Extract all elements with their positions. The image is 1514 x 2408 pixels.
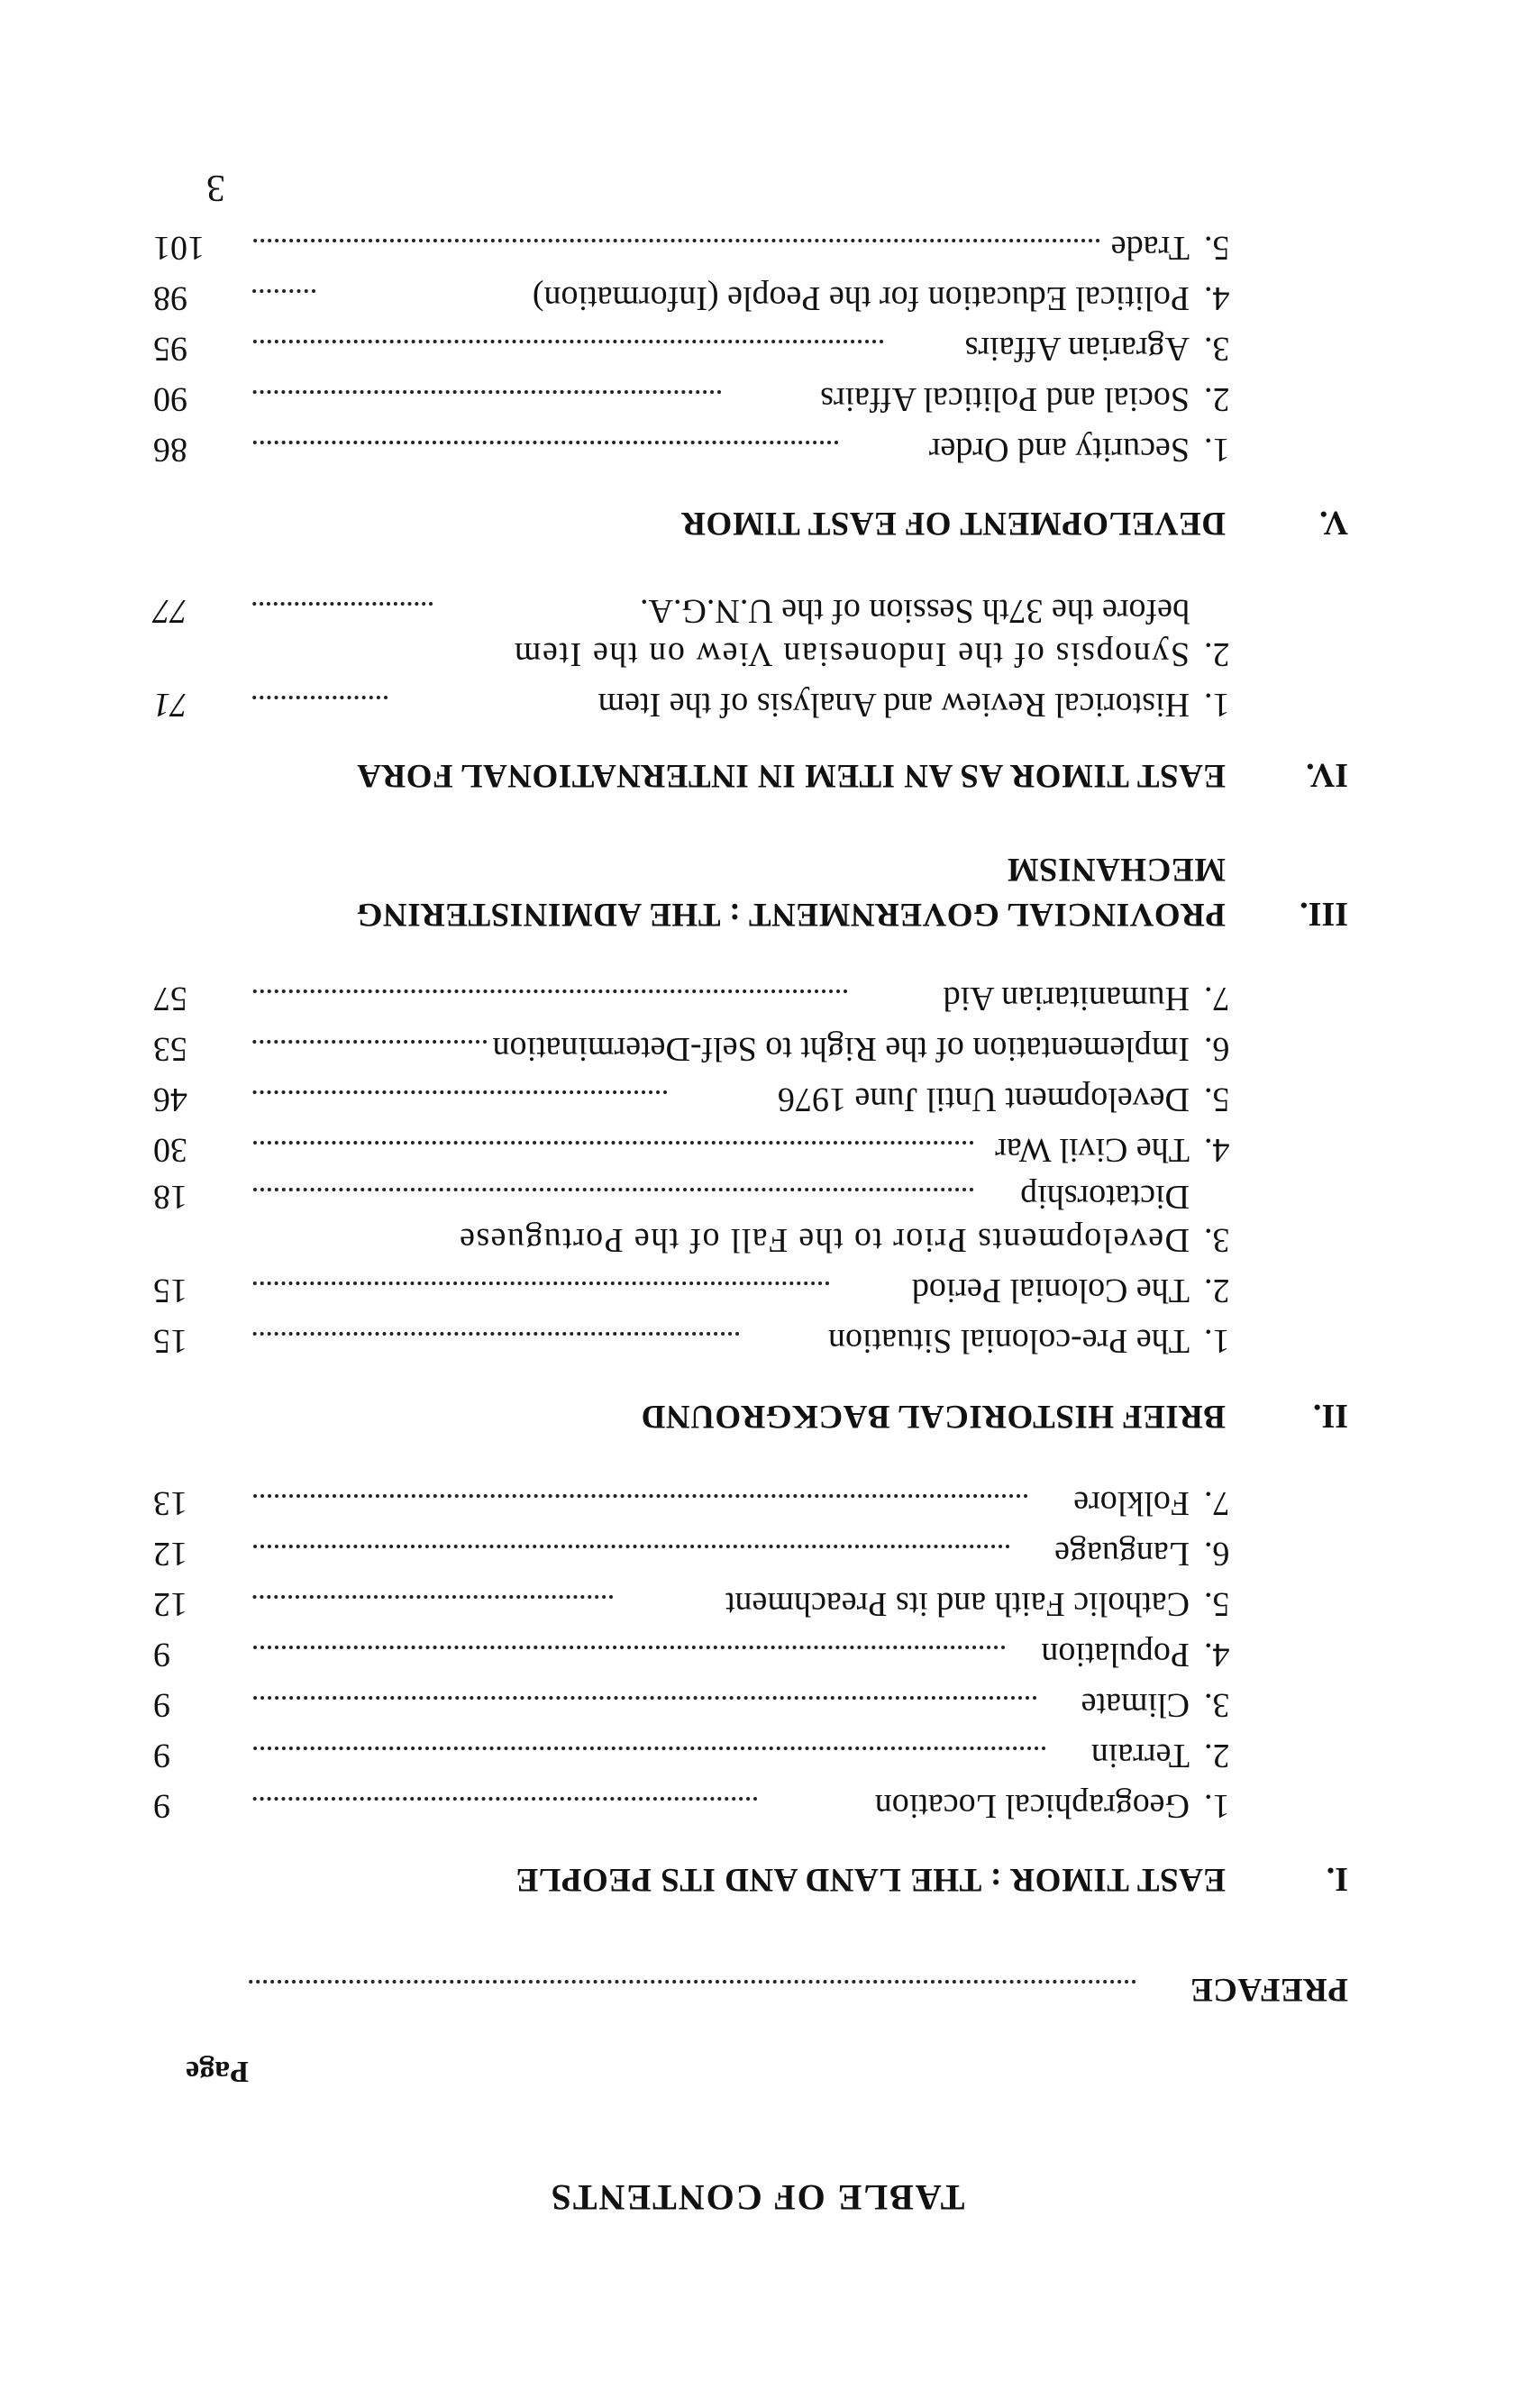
entry-page: 86: [153, 431, 187, 469]
section-title: EAST TIMOR AS AN ITEM IN INTERNATIONAL FORA: [356, 757, 1226, 794]
dot-leader: [252, 1696, 1036, 1700]
entry-page: 98: [153, 279, 187, 317]
toc-entry: [0, 223, 1514, 273]
entry-label: Folklore: [1073, 1484, 1190, 1522]
dot-leader: [252, 696, 388, 699]
entry-number: 5.: [1204, 1081, 1230, 1118]
toc-entry: [0, 374, 1514, 424]
toc-entry: [0, 1579, 1514, 1629]
entry-page: 18: [153, 1178, 187, 1216]
entry-number: 5.: [1204, 229, 1230, 267]
entry-page: 12: [153, 1535, 187, 1573]
toc-entry-preface: [0, 1964, 1514, 2014]
dot-leader: [252, 1090, 667, 1094]
toc-entry: [0, 324, 1514, 374]
entry-page: 15: [153, 1272, 187, 1309]
section-title: PROVINCIAL GOVERNMENT : THE ADMINISTERING: [356, 896, 1226, 933]
entry-label: Terrain: [1090, 1737, 1190, 1774]
entry-page: 15: [153, 1322, 187, 1360]
toc-entry: [0, 1629, 1514, 1680]
dot-leader: [252, 441, 838, 444]
entry-number: 7.: [1204, 1484, 1230, 1522]
section-title: BRIEF HISTORICAL BACKGROUND: [641, 1398, 1226, 1435]
entry-page: 9: [153, 1636, 170, 1674]
entry-number: 2.: [1204, 635, 1230, 673]
toc-entry: [0, 629, 1514, 680]
entry-label: Political Education for the People (Information): [532, 279, 1190, 317]
entry-number: 3.: [1204, 330, 1230, 368]
toc-entry: [0, 973, 1514, 1024]
section-number: IV.: [1306, 756, 1348, 794]
entry-label: Language: [1054, 1535, 1190, 1573]
entry-label: Agrarian Affairs: [964, 330, 1190, 368]
toc-entry: [0, 1024, 1514, 1074]
page-column-label: Page: [186, 2055, 249, 2088]
entry-number: 4.: [1204, 1636, 1230, 1674]
entry-page: 30: [153, 1131, 187, 1169]
toc-entry: [0, 1680, 1514, 1730]
entry-label: Population: [1041, 1636, 1190, 1674]
entry-number: 1.: [1204, 686, 1230, 724]
page-title: TABLE OF CONTENTS: [549, 2177, 965, 2218]
entry-page: 57: [153, 980, 187, 1017]
section-number: III.: [1300, 895, 1348, 933]
dot-leader: [252, 1141, 973, 1145]
entry-label: The Civil War: [995, 1131, 1190, 1169]
dot-leader: [252, 1332, 739, 1336]
dot-leader: [252, 1646, 1005, 1649]
section-title: DEVELOPMENT OF EAST TIMOR: [680, 505, 1226, 542]
dot-leader: [252, 390, 721, 394]
section-heading-i: [0, 1854, 1514, 1904]
toc-entry: [0, 1265, 1514, 1316]
entry-number: 6.: [1204, 1030, 1230, 1068]
dot-leader: [252, 289, 315, 293]
entry-label: Implementation of the Right to Self-Determination: [492, 1030, 1190, 1068]
preface-label: PREFACE: [1190, 1971, 1348, 2008]
section-heading-ii: [0, 1391, 1514, 1441]
entry-page: 9: [153, 1737, 170, 1774]
entry-label: Synopsis of the Indonesian View on the Item: [513, 635, 1190, 673]
toc-entry: [0, 1730, 1514, 1781]
section-heading-v: [0, 497, 1514, 548]
toc-entry: [0, 1316, 1514, 1366]
entry-label: Security and Order: [928, 431, 1190, 469]
section-heading-iii-continuation: [0, 844, 1514, 894]
page-number: 3: [206, 167, 225, 208]
toc-entry-continuation: [0, 1172, 1514, 1222]
section-title-continued: MECHANISM: [1007, 851, 1226, 888]
entry-label: The Colonial Period: [911, 1272, 1190, 1309]
toc-entry: [0, 424, 1514, 475]
entry-label-continued: Dictatorship: [1020, 1178, 1190, 1216]
entry-number: 3.: [1204, 1221, 1230, 1259]
toc-entry: [0, 1215, 1514, 1265]
dot-leader: [252, 1040, 487, 1044]
entry-number: 1.: [1204, 1322, 1230, 1360]
toc-entry: [0, 1528, 1514, 1579]
entry-page: 77: [153, 592, 187, 630]
section-heading-iii: [0, 889, 1514, 939]
toc-entry: [0, 1478, 1514, 1528]
toc-entry: [0, 680, 1514, 730]
dot-leader: [252, 1282, 829, 1285]
entry-page: 95: [153, 330, 187, 368]
entry-page: 71: [153, 686, 187, 724]
entry-number: 5.: [1204, 1585, 1230, 1623]
entry-page: 101: [153, 229, 205, 267]
toc-entry: [0, 1125, 1514, 1175]
section-number: I.: [1326, 1860, 1348, 1898]
entry-label: Climate: [1081, 1686, 1190, 1724]
entry-label: Social and Political Affairs: [820, 380, 1190, 418]
dot-leader: [252, 1595, 613, 1599]
entry-page: 13: [153, 1484, 187, 1522]
entry-label: Development Until June 1976: [778, 1081, 1190, 1118]
entry-number: 1.: [1204, 431, 1230, 469]
dot-leader: [252, 1545, 1009, 1548]
dot-leader: [252, 1747, 1045, 1750]
entry-label: Historical Review and Analysis of the Item: [597, 686, 1190, 724]
entry-label: The Pre-colonial Situation: [827, 1322, 1190, 1360]
entry-label: Developments Prior to the Fall of the Portuguese: [458, 1221, 1190, 1259]
entry-number: 6.: [1204, 1535, 1230, 1573]
dot-leader: [252, 1797, 757, 1801]
entry-label-continued: before the 37th Session of the U.N.G.A.: [639, 592, 1190, 630]
dot-leader: [252, 1494, 1027, 1498]
entry-number: 4.: [1204, 279, 1230, 317]
dot-leader: [252, 239, 1099, 242]
entry-page: 9: [153, 1787, 170, 1825]
entry-number: 2.: [1204, 380, 1230, 418]
entry-page: 46: [153, 1081, 187, 1118]
entry-label: Catholic Faith and its Preachment: [725, 1585, 1190, 1623]
section-number: V.: [1318, 504, 1348, 542]
toc-entry: [0, 1074, 1514, 1125]
entry-number: 7.: [1204, 980, 1230, 1017]
entry-page: 12: [153, 1585, 187, 1623]
toc-entry: [0, 1781, 1514, 1831]
dot-leader: [248, 1980, 1136, 1984]
entry-page: 53: [153, 1030, 187, 1068]
entry-number: 1.: [1204, 1787, 1230, 1825]
entry-page: 9: [153, 1686, 170, 1724]
section-number: II.: [1312, 1397, 1348, 1435]
dot-leader: [252, 602, 433, 606]
section-title: EAST TIMOR : THE LAND AND ITS PEOPLE: [515, 1861, 1226, 1898]
entry-label: Humanitarian Aid: [943, 980, 1190, 1017]
section-heading-iv: [0, 750, 1514, 800]
entry-label: Trade: [1110, 229, 1190, 267]
toc-entry: [0, 273, 1514, 324]
entry-number: 2.: [1204, 1272, 1230, 1309]
toc-entry-continuation: [0, 586, 1514, 636]
entry-number: 4.: [1204, 1131, 1230, 1169]
entry-number: 2.: [1204, 1737, 1230, 1774]
dot-leader: [252, 1188, 973, 1191]
dot-leader: [252, 990, 847, 993]
entry-page: 90: [153, 380, 187, 418]
dot-leader: [252, 340, 883, 343]
entry-number: 3.: [1204, 1686, 1230, 1724]
entry-label: Geographical Location: [874, 1787, 1190, 1825]
